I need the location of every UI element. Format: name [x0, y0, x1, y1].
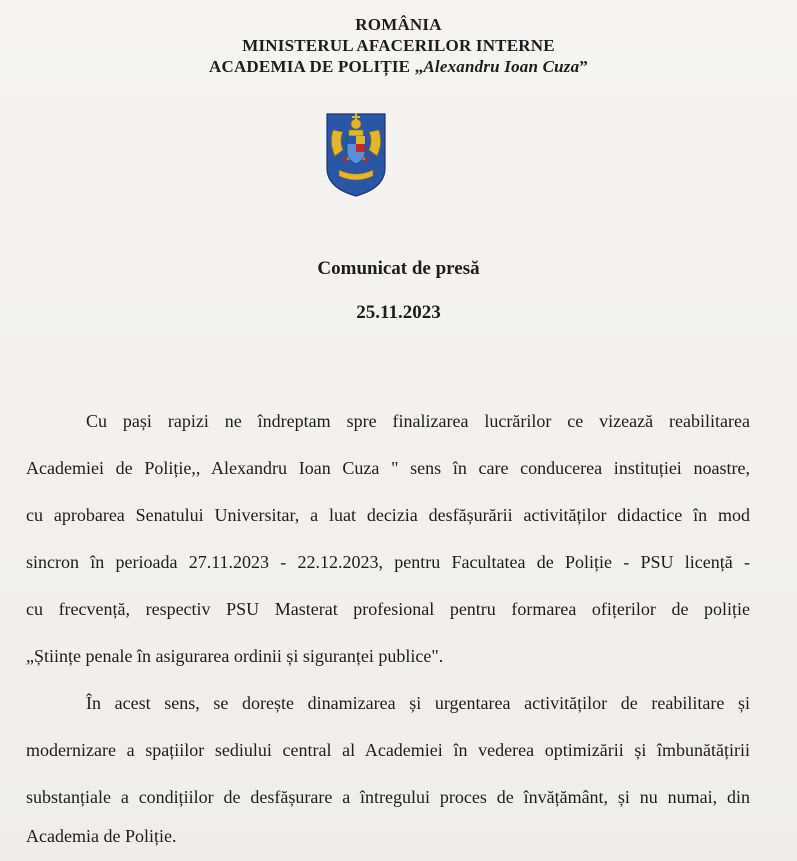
romanian-coat-of-arms-icon: [325, 110, 387, 198]
paragraph1-line-6: „Științe penale în asigurarea ordinii și siguranței publice".: [26, 646, 444, 666]
document-title: Comunicat de presă: [317, 258, 480, 279]
paragraph2-line-1: În acest sens, se dorește dinamizarea și urgentarea activităților de reabilitare și: [86, 693, 750, 713]
paragraph1-line-1: Cu pași rapizi ne îndreptam spre finalizarea lucrărilor ce vizează reabilitarea: [86, 411, 750, 431]
document-date: 25.11.2023: [356, 302, 441, 323]
paragraph1-line-3: cu aprobarea Senatului Universitar, a luat decizia desfășurării activităților didactice în mod: [26, 505, 750, 525]
academy-prefix: ACADEMIA DE POLIȚIE „: [209, 57, 424, 76]
academy-name: Alexandru Ioan Cuza: [423, 57, 580, 76]
letterhead: [0, 14, 797, 77]
academy-suffix: ”: [579, 57, 588, 76]
academy-name-line: [0, 56, 797, 77]
paragraph1-line-5: cu frecvență, respectiv PSU Masterat profesional pentru formarea ofițerilor de poliție: [26, 599, 750, 619]
country-name: ROMÂNIA: [355, 15, 442, 34]
ministry-name: MINISTERUL AFACERILOR INTERNE: [242, 36, 555, 55]
paragraph2-line-2: modernizare a spațiilor sediului central al Academiei în vederea optimizării și îmbunătățirii: [26, 740, 750, 760]
paragraph1-line-4: sincron în perioada 27.11.2023 - 22.12.2023, pentru Facultatea de Poliție - PSU licență -: [26, 552, 750, 572]
paragraph2-line-3: substanțiale a condițiilor de desfășurare a întregului proces de învățământ, și nu numai, din: [26, 787, 750, 807]
paragraph1-line-2: Academiei de Poliție,, Alexandru Ioan Cuza " sens în care conducerea instituției noastre,: [26, 458, 750, 478]
paragraph2-line-4: Academia de Poliție.: [26, 826, 177, 846]
